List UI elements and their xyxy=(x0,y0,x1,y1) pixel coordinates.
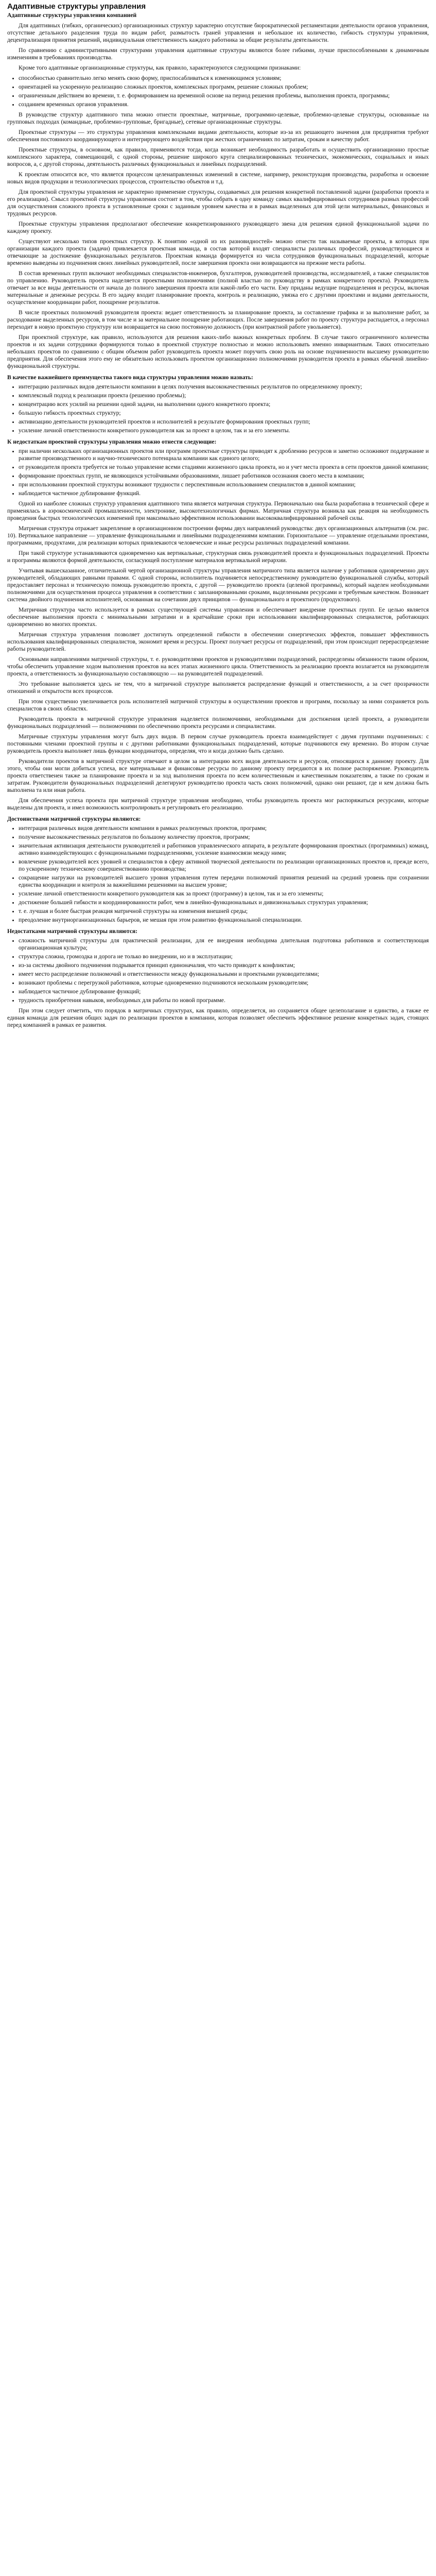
list-item: • преодоление внутриорганизационных барьеров, не мешая при этом развитию функциональной специализации. xyxy=(19,917,429,924)
list-item: • достижение большей гибкости и координированности работ, чем в линейно-функциональных и дивизиональных структурах управления; xyxy=(19,899,429,906)
list-item: • концентрацию всех усилий на решении одной задачи, на выполнении одного конкретного проекта; xyxy=(19,401,429,408)
list-item: • созданием временных органов управления. xyxy=(19,101,429,108)
article xyxy=(0,0,436,1042)
list-item: • усиление личной ответственности конкретного руководителя как за проект (программу) в целом, так и за его элементы; xyxy=(19,890,429,897)
list-item: • при наличии нескольких организационных проектов или программ проектные структуры приводят к дроблению ресурсов и заметно осложняют поддержание и развитие производственного и научно-технического потенциала компании как единого целого; xyxy=(19,448,429,462)
list-item: • значительная активизация деятельности руководителей и работников управленческого аппарата, в результате формирования проектных (программных) команд, активно взаимодействующих с функциональными подразделениями, усиление взаимосвязи между ними; xyxy=(19,842,429,857)
paragraph: Основными направлениями матричной структуры, т. е. руководителями проектов и руководителями подразделений, распределены обязанности таким образом, чтобы обеспечить управление ходом выполнения проектов на всех этапах жизненного цикла. Ответственность за реализацию проекта возлагается на руководителя проекта, а ответственность за функциональную составляющую — на руководителей подразделений. xyxy=(7,656,429,677)
paragraph: При этом существенно увеличивается роль исполнителей матричной структуры в осуществлении проектов и программ, поскольку за ними сохраняется роль специалистов в своих областях. xyxy=(7,698,429,712)
paragraph: К проектам относится все, что является процессом целенаправленных изменений в системе, например, реконструкция производства, разработка и освоение новых видов продукции и технологических процессов, строительство объектов и т.д. xyxy=(7,171,429,185)
paragraph: Одной из наиболее сложных структур управления адаптивного типа является матричная структура. Первоначально она была разработана в технической сфере и применялась в аэрокосмической промышленности, электронике, высокотехнологичных фирмах. Матричная структура возникла как реакция на необходимость проведения быстрых технологических изменений при максимально эффективном использовании высококвалифицированной рабочей силы. xyxy=(7,500,429,521)
list-item: • вовлечение руководителей всех уровней и специалистов в сферу активной творческой деятельности по реализации организационных проектов и, прежде всего, по ускоренному техническому совершенствованию производства; xyxy=(19,858,429,873)
advantages-list xyxy=(7,383,429,434)
page-subtitle: Адаптивные структуры управления компанией xyxy=(7,12,137,19)
paragraph: Проектные структуры, в основном, как правило, применяются тогда, когда возникает необходимость разработать и осуществить организационно простые комплексного характера, совмещающий, с одной стороны, решение широкого круга специализированных технических, экономических, социальных и иных вопросов, а, с другой стороны, деятельность различных функциональных и линейных подразделений. xyxy=(7,146,429,167)
traits-list xyxy=(7,75,429,108)
paragraph: По сравнению с административными структурами управления адаптивные структуры являются более гибкими, лучше приспособленными к динамичным изменениям в требованиях производства. xyxy=(7,47,429,61)
list-item: • интеграцию различных видов деятельности компании в целях получения высококачественных результатов по определенному проекту; xyxy=(19,383,429,391)
paragraph: Существуют несколько типов проектных структур. К понятию «одной из их разновидностей» можно отнести так называемые проекты, в которых при организации каждого проекта (задачи) привлекается проектная команда, в состав которой входят специалисты различных профессий, руководствующиеся и отвечающие за достижение функциональных результатов. Проектная команда формируется из числа сотрудников функциональных подразделений, которые временно выведены из подчинения своих линейных руководителей, после завершения проекта они возвращаются на прежние места работы. xyxy=(7,238,429,266)
list-item: • наблюдается частичное дублирование функций. xyxy=(19,490,429,497)
disadvantages-list xyxy=(7,448,429,497)
list-item: • формирование проектных групп, не являющихся устойчивыми образованиями, лишает работников осознания своего места в компании; xyxy=(19,472,429,480)
paragraph: При такой структуре устанавливаются одновременно как вертикальные, структурная связь руководителей проекта и функциональных подразделений. Проекты и программы являются формой деятельности, согласующей поступление материалов вертикальной иерархии. xyxy=(7,550,429,564)
list-item: • ограниченным действием во времени, т. е. формированием на временной основе на период решения проблемы, выполнения проекта, программы; xyxy=(19,92,429,99)
paragraph: В состав временных групп включают необходимых специалистов-инженеров, бухгалтеров, руководителей производства, исследователей, а также специалистов по управлению. Руководитель проекта наделяется проектными полномочиями (полной властью по руководству в рамках конкретного проекта). Руководитель отвечает за все виды деятельности от начала до полного завершения проекта или какой-либо его части. Ему приданы ведущие подразделения и ресурсы, включая материальные и денежные ресурсы. В его задачу входит планирование проекта, контроль и реализацию, увязка его с другими проектами и видами деятельности, осуществление координации работ, поощрение результатов. xyxy=(7,270,429,306)
list-item: • трудность приобретения навыков, необходимых для работы по новой программе. xyxy=(19,997,429,1004)
list-item: • интеграция различных видов деятельности компании в рамках реализуемых проектов, программ; xyxy=(19,825,429,832)
list-item: • сокращение нагрузки на руководителей высшего уровня управления путем передачи полномочий принятия решений на средний уровень при сохранении единства координации и контроля за важнейшими решениями на высшем уровне; xyxy=(19,874,429,889)
paragraph: Для адаптивных (гибких, органических) организационных структур характерно отсутствие бюрократической регламентации деятельности органов управления, отсутствие детального разделения труда по видам работ, размытость граней управления и небольшое их количество, гибкость структуры управления, децентрализация принятия решений, индивидуальная ответственность каждого работника за общие результаты деятельности. xyxy=(7,22,429,43)
paragraph: При проектной структуре, как правило, используются для решения каких-либо важных конкретных проблем. В случае такого ограниченного количества проектов и их задачи сотрудники формируются только в проектной структуре полностью и можно использовать именно инвариантным. Таких относительно небольших проектов по сравнению с общим объемом работ руководитель проекта может поручить свою роль на основе подчиненности высшему руководителю предприятия. Для обеспечения этого ему не обязательно использовать проектом организационно полномочиями руководителя проекта в рамках обычной линейно-функциональной структуры. xyxy=(7,334,429,369)
paragraph: Проектные структуры управления предполагают обеспечение конкретизированного руководящего звена для решения единой функциональной задачи по каждому проекту. xyxy=(7,221,429,234)
list-item: • ориентацией на ускоренную реализацию сложных проектов, комплексных программ, решение сложных проблем; xyxy=(19,83,429,91)
list-item: • большую гибкость проектных структур; xyxy=(19,410,429,417)
advantages-list xyxy=(7,825,429,924)
list-item: • активизацию деятельности руководителей проектов и исполнителей в результате формирования проектных групп; xyxy=(19,418,429,426)
paragraph: В числе проектных полномочий руководителя проекта: ведает ответственность за планирование проекта, за составление графика и за выполнение работ, за расходование выделенных ресурсов, в том числе и за материальное поощрение работающих. После завершения работ по проекту структура распадается, а персонал переходит в новую проектную структуру или возвращается на свою постоянную должность (при контрактной работе увольняется). xyxy=(7,309,429,330)
paragraph: При этом следует отметить, что порядок в матричных структурах, как правило, определяется, но сохраняется общее целеполагание и единство, а также ее единая команда для решения общих задач по реализации проектов в компании, которая позволяет обеспечить эффективное решение конкретных задач, стоящих перед компанией в рамках ее развития. xyxy=(7,1007,429,1028)
paragraph: Матричная структура часто используется в рамках существующей системы управления и обеспечивает внедрение проектных групп. Ее целью является обеспечение выполнения проекта с минимальными затратами и в кратчайшие сроки при использовании квалифицированных специалистов, работающих одновременно во многих проектах. xyxy=(7,606,429,628)
paragraph: Для обеспечения успеха проекта при матричной структуре управления необходимо, чтобы руководитель проекта мог распоряжаться ресурсами, которые выделены для проекта, и имел возможность контролировать и регулировать его реализацию. xyxy=(7,797,429,811)
paragraph: Руководитель проекта в матричной структуре управления наделяется полномочиями, необходимыми для достижения целей проекта, а руководители функциональных подразделений — полномочиями по обеспечению проекта ресурсами и специалистами. xyxy=(7,716,429,730)
paragraph: Это требование выполняется здесь не тем, что в матричной структуре выполняется распределение функций и ответственности, а за счет прозрачности отношений и открытости всех процессов. xyxy=(7,681,429,694)
list-item: • получение высококачественных результатов по большому количеству проектов, программ; xyxy=(19,834,429,841)
list-item: • структура сложна, громоздка и дорога не только во внедрении, но и в эксплуатации; xyxy=(19,953,429,960)
list-item: • из-за системы двойного подчинения подрывается принцип единоначалия, что часто приводит к конфликтам; xyxy=(19,962,429,969)
paragraph: Матричная структура отражает закрепление в организационном построении фирмы двух направлений руководства: двух организационных альтернатив (см. рис. 10). Вертикальное направление — управление функциональными и линейными подразделениями компании. Горизонтальное — управление отдельными проектами, программами, продуктами, для реализации которых привлекаются человеческие и иные ресурсы различных подразделений компании. xyxy=(7,525,429,546)
list-item: • при использовании проектной структуры возникают трудности с перспективным использованием специалистов в данной компании; xyxy=(19,481,429,488)
disadvantages-list xyxy=(7,937,429,1004)
section-heading: К недостаткам проектной структуры управления можно отнести следующие: xyxy=(7,438,217,445)
paragraph: Матричные структуры управления могут быть двух видов. В первом случае руководитель проекта взаимодействует с двумя группами подчиненных: с постоянными членами проектной группы и с другими работниками функциональных подразделений, которые подчиняются ему временно. Во втором случае руководитель проекта выполняет лишь функции координатора, определяя, что и когда должно быть сделано. xyxy=(7,733,429,754)
list-item: • комплексный подход к реализации проекта (решению проблемы); xyxy=(19,392,429,399)
paragraph: В руководстве структур адаптивного типа можно отнести проектные, матричные, программно-целевые, проблемно-целевые структуры, основанные на групповых подходах (командные, проблемно-групповые, бригадные), сетевые организационные структуры. xyxy=(7,111,429,125)
list-item: • т. е. лучшая и более быстрая реакция матричной структуры на изменения внешней среды; xyxy=(19,908,429,915)
list-item: • наблюдается частичное дублирование функций; xyxy=(19,988,429,995)
section-heading: Достоинствами матричной структуры являются: xyxy=(7,816,141,822)
section-heading: Недостатками матричной структуры являются: xyxy=(7,928,137,935)
paragraph: Матричная структура управления позволяет достигнуть определенной гибкости в обеспечении синергических эффектов, повышает эффективность использования квалифицированных специалистов, экономит время и ресурсы. Проект получает ресурсы от подразделений, при этом происходит перераспределение работы руководителей. xyxy=(7,631,429,652)
paragraph: Руководители проектов в матричной структуре отвечают в целом за интеграцию всех видов деятельности и ресурсов, относящихся к данному проекту. Для этого, чтобы они могли добиться успеха, все материальные и финансовые ресурсы по данному проекту передаются в их полное распоряжение. Руководитель проекта ответственен также за планирование проекта и за ход выполнения проекта по всем количественным и качественным показателям, а также по срокам и затратам. Руководители функциональных подразделений делегируют руководителю проекта часть своих полномочий, однако они решают, где и кем должна быть выполнена та или иная работа. xyxy=(7,758,429,793)
list-item: • способностью сравнительно легко менять свою форму, приспосабливаться к изменяющимся условиям; xyxy=(19,75,429,82)
list-item: • усиление личной ответственности конкретного руководителя как за проект в целом, так и за его элементы. xyxy=(19,427,429,434)
list-item: • возникают проблемы с перегрузкой работников, которые одновременно подчиняются нескольким руководителям; xyxy=(19,979,429,987)
list-item: • имеет место распределение полномочий и ответственности между функциональными и проектными руководителями; xyxy=(19,971,429,978)
paragraph: Проектные структуры — это структуры управления комплексными видами деятельности, которые из-за их решающего значения для предприятия требуют обеспечения постоянного координирующего и интегрирующего воздействия при жестких ограничениях по затратам, срокам и качеству работ. xyxy=(7,129,429,143)
list-item: • от руководителя проекта требуется не только управление всеми стадиями жизненного цикла проекта, но и учет места проекта в сети проектов данной компании; xyxy=(19,464,429,471)
section-heading: В качестве важнейшего преимущества такого вида структуры управления можно назвать: xyxy=(7,374,253,381)
paragraph: Учитывая вышесказанное, отличительной чертой организационной структуры управления матричного типа является наличие у работников одновременно двух руководителей, обладающих равными правами. С одной стороны, исполнитель подчиняется непосредственному руководителю функциональной службы, который предоставляет персонал и техническую помощь руководителю проекта, с другой — руководителю проекта (целевой программы), который наделен необходимыми полномочиями для осуществления процесса управления в соответствии с запланированными сроками, выделенными ресурсами и требуемым качеством. Возникает система двойного подчинения исполнителей, основанная на сочетании двух принципов — функционального и проектного (продуктового). xyxy=(7,567,429,603)
page-title: Адаптивные структуры управления xyxy=(7,2,146,11)
paragraph: Кроме того адаптивные организационные структуры, как правило, характеризуются следующими признаками: xyxy=(19,64,301,71)
paragraph: Для проектной структуры управления не характерно применение структуры, создаваемых для решения конкретной поставленной задачи (разработки проекта и его реализации). Смысл проектной структуры управления состоит в том, чтобы собрать в одну команду самых квалифицированных сотрудников разных профессий для осуществления сложного проекта в установленные сроки с заданным уровнем качества и в рамках выделенных для этой цели материальных, финансовых и трудовых ресурсов. xyxy=(7,189,429,217)
list-item: • сложность матричной структуры для практической реализации, для ее внедрения необходима длительная подготовка работников и соответствующая организационная культура; xyxy=(19,937,429,952)
